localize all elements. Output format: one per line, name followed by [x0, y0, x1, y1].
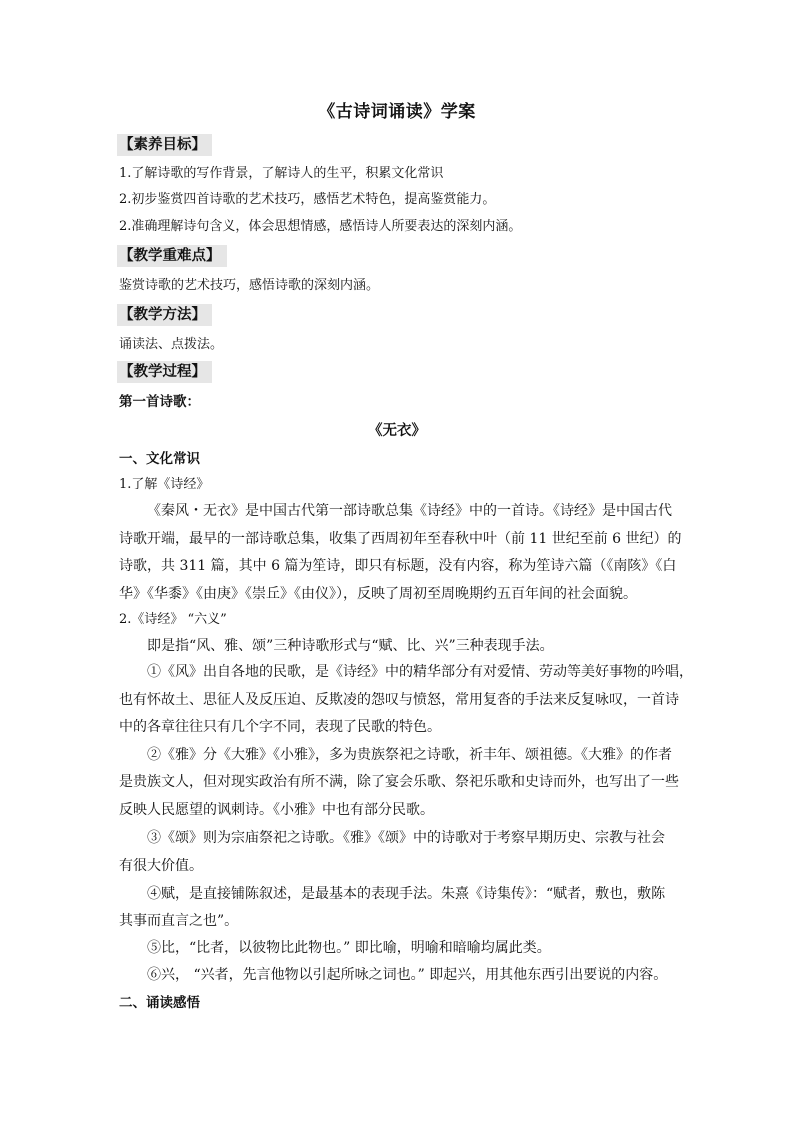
ya-line-2: 是贵族文人，但对现实政治有所不满，除了宴会乐歌、祭祀乐歌和史诗而外，也写出了一些	[119, 774, 679, 790]
song-line-1: ③《颂》则为宗庙祭祀之诗歌。《雅》《颂》中的诗歌对于考察早期历史、宗教与社会	[147, 830, 665, 846]
process-heading: 【教学过程】	[117, 361, 212, 383]
fu-line-1: ④赋，是直接铺陈叙述，是最基本的表现手法。朱熹《诗集传》：“赋者，敷也，敷陈	[147, 886, 666, 902]
first-poem-label: 第一首诗歌：	[119, 394, 200, 410]
feng-line-2: 也有怀故土、思征人及反压迫、反欺凌的怨叹与愤怒，常用复沓的手法来反复咏叹，一首诗	[119, 692, 679, 708]
goal-item-2: 2.初步鉴赏四首诗歌的艺术技巧，感悟艺术特色，提高鉴赏能力。	[119, 192, 496, 207]
ya-line-3: 反映人民愿望的讽刺诗。《小雅》中也有部分民歌。	[119, 802, 434, 818]
item1-label: 1.了解《诗经》	[119, 477, 210, 492]
goals-heading: 【素养目标】	[117, 134, 212, 156]
part2-heading: 二、诵读感悟	[119, 995, 200, 1011]
goal-item-1: 1.了解诗歌的写作背景，了解诗人的生平，积累文化常识	[119, 166, 444, 181]
method-text: 诵读法、点拨法。	[119, 337, 224, 352]
part1-heading: 一、文化常识	[119, 451, 200, 467]
item1-paragraph-line-4: 华》《华黍》《由庚》《崇丘》《由仪》），反映了周初至周晚期约五百年间的社会面貌。	[119, 586, 637, 602]
ya-line-1: ②《雅》分《大雅》《小雅》，多为贵族祭祀之诗歌，祈丰年、颂祖德。《大雅》的作者	[147, 747, 672, 763]
item1-paragraph-line-3: 诗歌，共 311 篇，其中 6 篇为笙诗，即只有标题，没有内容，称为笙诗六篇（《南陔》《白	[119, 558, 677, 574]
difficulty-heading: 【教学重难点】	[117, 245, 227, 267]
method-heading: 【教学方法】	[117, 304, 212, 326]
item1-paragraph-line-1: 《秦风・无衣》是中国古代第一部诗歌总集《诗经》中的一首诗。《诗经》是中国古代	[147, 503, 672, 519]
item2-label: 2.《诗经》 “六义”	[119, 612, 227, 627]
feng-line-3: 中的各章往往只有几个字不同，表现了民歌的特色。	[119, 719, 441, 735]
feng-line-1: ①《风》出自各地的民歌，是《诗经》中的精华部分有对爱情、劳动等美好事物的吟唱，	[147, 664, 693, 680]
document-title: 《古诗词诵读》学案	[318, 102, 476, 122]
poem-title: 《无衣》	[368, 422, 426, 439]
xing-line: ⑥兴， “兴者，先言他物以引起所咏之词也。” 即起兴，用其他东西引出要说的内容。	[147, 967, 668, 983]
bi-line: ⑤比，“比者，以彼物比此物也。” 即比喻，明喻和暗喻均属此类。	[147, 940, 551, 956]
goal-item-3: 2.准确理解诗句含义，体会思想情感，感悟诗人所要表达的深刻内涵。	[119, 219, 522, 234]
song-line-2: 有很大价值。	[119, 858, 203, 874]
difficulty-text: 鉴赏诗歌的艺术技巧，感悟诗歌的深刻内涵。	[119, 278, 380, 293]
fu-line-2: 其事而直言之也”。	[119, 913, 239, 929]
item1-paragraph-line-2: 诗歌开端，最早的一部诗歌总集，收集了西周初年至春秋中叶（前 11 世纪至前 6 世纪）的	[119, 531, 682, 547]
item2-intro: 即是指“风、雅、颂”三种诗歌形式与“赋、比、兴”三种表现手法。	[147, 638, 554, 654]
